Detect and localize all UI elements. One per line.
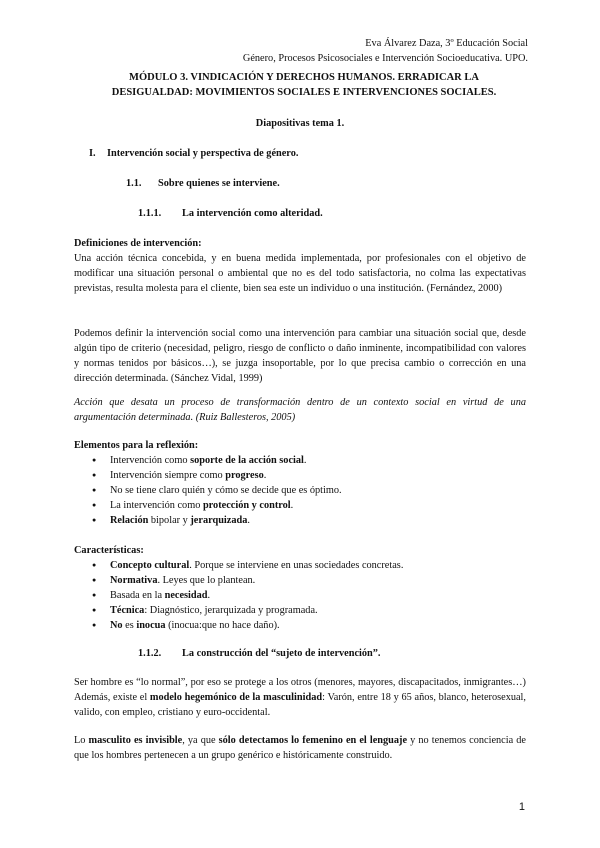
list-item: ● Intervención como soporte de la acción social. bbox=[74, 453, 526, 468]
slides-title: Diapositivas tema 1. bbox=[255, 118, 345, 129]
section-title: Intervención social y perspectiva de género. bbox=[107, 148, 299, 159]
section-heading-1 bbox=[89, 146, 298, 161]
list-item: ● La intervención como protección y control. bbox=[74, 498, 526, 513]
reflection-list bbox=[74, 453, 526, 528]
header-author-line: Eva Álvarez Daza, 3º Educación Social bbox=[365, 38, 528, 49]
characteristics-block bbox=[74, 543, 526, 633]
list-item: ● Normativa. Leyes que lo plantean. bbox=[74, 573, 526, 588]
module-title-line-1: MÓDULO 3. VINDICACIÓN Y DERECHOS HUMANOS. ERRADICAR LA bbox=[129, 72, 479, 83]
list-item: ● No es inocua (inocua:que no hace daño). bbox=[74, 618, 526, 633]
section-heading-1-1-2 bbox=[138, 646, 381, 661]
section-number: 1.1.2. bbox=[138, 648, 162, 659]
module-title-line-2: DESIGUALDAD: MOVIMIENTOS SOCIALES E INTERVENCIONES SOCIALES. bbox=[111, 87, 497, 98]
section-number: 1.1. bbox=[126, 178, 142, 189]
list-item: ● Intervención siempre como progreso. bbox=[74, 468, 526, 483]
page-header bbox=[243, 36, 528, 66]
section-title: La construcción del “sujeto de intervención”. bbox=[182, 648, 381, 659]
section-number: I. bbox=[89, 148, 96, 159]
definitions-heading: Definiciones de intervención: bbox=[74, 238, 202, 249]
definition-paragraph-3: Acción que desata un proceso de transformación dentro de un contexto social en virtud de una argumentación determinada. (Ruiz Ballesteros, 2005) bbox=[74, 397, 526, 423]
list-item: ● Concepto cultural. Porque se interviene en unas sociedades concretas. bbox=[74, 558, 526, 573]
characteristics-list bbox=[74, 558, 526, 633]
list-item: ● Relación bipolar y jerarquizada. bbox=[74, 513, 526, 528]
section-title: Sobre quienes se interviene. bbox=[158, 178, 280, 189]
module-title bbox=[74, 70, 534, 100]
section-number: 1.1.1. bbox=[138, 208, 162, 219]
paragraph-hombre: Ser hombre es “lo normal”, por eso se protege a los otros (menores, mayores, discapacitados, inmigrantes…) Además, existe el modelo hegemónico de la masculinidad: Varón, entre 18 y 65 años, blanco, heterosexual, valido, con empleo, cristiano y euro-occidental. bbox=[74, 677, 526, 718]
characteristics-heading: Características: bbox=[74, 545, 144, 556]
section-heading-1-1 bbox=[126, 176, 280, 191]
definitions-block bbox=[74, 236, 526, 296]
list-item: ● Técnica: Diagnóstico, jerarquizada y programada. bbox=[74, 603, 526, 618]
reflection-block bbox=[74, 438, 526, 528]
definition-paragraph-1: Una acción técnica concebida, y en buena medida implementada, por profesionales con el objetivo de modificar una situación personal o ambiental que no es del todo satisfactoria, no colma las expectativas previstas, resulta molesta para el cliente, bien sea este un individuo o una institución. (Fernández, 2000) bbox=[74, 253, 526, 294]
section-title: La intervención como alteridad. bbox=[182, 208, 323, 219]
list-item: ● Basada en la necesidad. bbox=[74, 588, 526, 603]
paragraph-masculino: Lo masculito es invisible, ya que sólo detectamos lo femenino en el lenguaje y no tenemos conciencia de que los hombres pertenecen a un grupo genérico e históricamente construido. bbox=[74, 735, 526, 761]
section-heading-1-1-1 bbox=[138, 206, 323, 221]
definition-paragraph-2: Podemos definir la intervención social como una intervención para cambiar una situación social que, desde algún tipo de criterio (necesidad, peligro, riesgo de conflicto o daño inminente, incompatibilidad con valores y normas tenidos por básicos…), se juzga insoportable, por lo que precisa cambio o corrección en una dirección determinada. (Sánchez Vidal, 1999) bbox=[74, 328, 526, 384]
reflection-heading: Elementos para la reflexión: bbox=[74, 440, 199, 451]
header-course-line: Género, Procesos Psicosociales e Intervención Socioeducativa. UPO. bbox=[242, 53, 528, 64]
list-item: ● No se tiene claro quién y cómo se decide que es óptimo. bbox=[74, 483, 526, 498]
page-number: 1 bbox=[518, 801, 525, 813]
